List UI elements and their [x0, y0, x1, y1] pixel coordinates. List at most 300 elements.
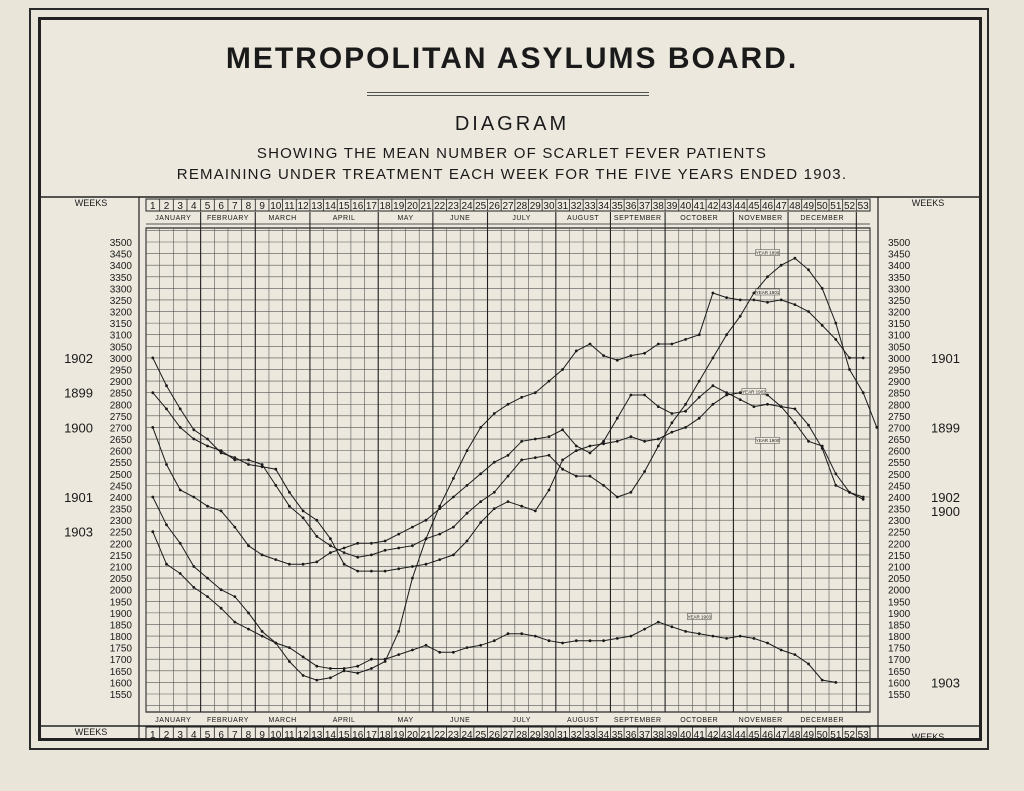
data-point	[179, 572, 182, 575]
week-number-bottom: 4	[191, 730, 197, 741]
series-line	[153, 293, 863, 680]
data-point	[794, 257, 797, 260]
data-point	[561, 368, 564, 371]
y-tick-right: 1850	[888, 620, 911, 632]
month-label-top: JANUARY	[155, 215, 192, 222]
data-point	[548, 639, 551, 642]
data-point	[274, 642, 277, 645]
y-tick-left: 1650	[109, 666, 132, 678]
data-point	[179, 489, 182, 492]
y-tick-right: 1650	[888, 666, 911, 678]
week-number-bottom: 8	[245, 730, 252, 741]
data-point	[466, 449, 469, 452]
week-number-bottom: 22	[434, 730, 446, 741]
data-point	[493, 507, 496, 510]
data-point	[288, 491, 291, 494]
y-tick-right: 2300	[888, 516, 911, 528]
month-label-top: JUNE	[450, 215, 471, 222]
y-tick-right: 3400	[888, 261, 911, 273]
start-year-label: 1901	[64, 489, 93, 505]
data-point	[302, 656, 305, 659]
month-label-top: SEPTEMBER	[613, 215, 662, 222]
data-point	[657, 343, 660, 346]
data-point	[179, 426, 182, 429]
data-point	[643, 394, 646, 397]
data-point	[343, 551, 346, 554]
data-point	[616, 440, 619, 443]
week-number-bottom: 39	[666, 730, 678, 741]
data-point	[739, 315, 742, 318]
data-point	[179, 542, 182, 545]
data-point	[479, 472, 482, 475]
data-point	[684, 630, 687, 633]
data-point	[466, 540, 469, 543]
data-point	[698, 417, 701, 420]
series-label: YEAR 1900	[755, 438, 780, 444]
data-point	[657, 405, 660, 408]
data-point	[794, 303, 797, 306]
data-point	[616, 359, 619, 362]
y-tick-right: 2750	[888, 411, 911, 423]
month-label-bottom: DECEMBER	[800, 717, 845, 724]
data-point	[821, 679, 824, 682]
data-point	[561, 468, 564, 471]
data-point	[575, 449, 578, 452]
week-number-top: 37	[639, 201, 651, 212]
month-label-bottom: SEPTEMBER	[613, 717, 662, 724]
data-point	[302, 510, 305, 513]
data-point	[589, 639, 592, 642]
week-number-top: 52	[843, 201, 856, 212]
top-month-labels	[146, 215, 870, 224]
data-point	[520, 632, 523, 635]
y-tick-left: 1950	[109, 597, 132, 609]
data-point	[671, 625, 674, 628]
week-number-top: 3	[177, 201, 183, 212]
data-point	[630, 435, 633, 438]
data-point	[411, 565, 414, 568]
week-number-top: 21	[420, 201, 432, 212]
data-point	[220, 588, 223, 591]
y-tick-right: 2200	[888, 539, 911, 551]
week-number-top: 40	[680, 201, 692, 212]
week-number-top: 38	[652, 201, 664, 212]
data-point	[206, 505, 209, 508]
data-point	[192, 428, 195, 431]
y-tick-left: 2700	[109, 423, 132, 435]
y-tick-right: 2050	[888, 574, 911, 586]
data-point	[739, 635, 742, 638]
start-year-label: 1899	[64, 385, 93, 401]
month-label-bottom: JULY	[512, 717, 531, 724]
data-point	[766, 301, 769, 304]
month-label-bottom: FEBRUARY	[206, 717, 249, 724]
data-point	[671, 431, 674, 434]
data-point	[807, 310, 810, 313]
data-point	[643, 352, 646, 355]
weeks-label-top-right: WEEKS	[911, 198, 945, 208]
y-tick-right: 3050	[888, 342, 911, 354]
data-point	[247, 463, 250, 466]
data-point	[233, 456, 236, 459]
week-number-bottom: 51	[830, 730, 842, 741]
y-tick-right: 1950	[888, 597, 911, 609]
data-point	[151, 496, 154, 499]
week-number-bottom: 14	[324, 730, 336, 741]
end-year-label: 1900	[931, 503, 960, 519]
data-point	[220, 452, 223, 455]
month-label-bottom: AUGUST	[567, 717, 600, 724]
data-point	[698, 333, 701, 336]
y-tick-right: 2350	[888, 504, 911, 516]
week-number-bottom: 44	[734, 730, 746, 741]
data-point	[220, 607, 223, 610]
data-point	[807, 268, 810, 271]
plot-area-border	[146, 228, 870, 712]
week-number-top: 41	[693, 201, 705, 212]
data-point	[329, 551, 332, 554]
data-point	[384, 540, 387, 543]
month-label-bottom: MAY	[397, 717, 414, 724]
data-point	[261, 554, 264, 557]
month-label-bottom: OCTOBER	[680, 717, 719, 724]
month-label-top: MARCH	[268, 215, 297, 222]
data-point	[534, 391, 537, 394]
data-point	[794, 408, 797, 411]
data-point	[165, 384, 168, 387]
month-label-bottom: APRIL	[332, 717, 356, 724]
week-number-top: 30	[543, 201, 555, 212]
data-point	[821, 287, 824, 290]
y-tick-right: 3000	[888, 353, 911, 365]
y-tick-left: 3500	[109, 238, 132, 249]
data-point	[616, 417, 619, 420]
week-number-top: 32	[570, 201, 582, 212]
data-point	[438, 651, 441, 654]
data-point	[507, 403, 510, 406]
data-point	[834, 338, 837, 341]
data-point	[493, 461, 496, 464]
week-number-bottom: 21	[420, 730, 432, 741]
data-point	[343, 563, 346, 566]
y-tick-left: 2600	[109, 446, 132, 458]
data-point	[780, 264, 783, 267]
y-tick-left: 1600	[109, 678, 132, 690]
data-point	[534, 635, 537, 638]
month-label-top: OCTOBER	[680, 215, 719, 222]
week-number-bottom: 12	[297, 730, 309, 741]
y-tick-right: 1800	[888, 632, 911, 644]
data-point	[452, 477, 455, 480]
week-number-top: 6	[218, 201, 224, 212]
y-tick-right: 2700	[888, 423, 911, 435]
data-point	[712, 403, 715, 406]
start-year-label: 1900	[64, 420, 93, 436]
y-tick-left: 3450	[109, 249, 132, 261]
y-tick-right: 2150	[888, 550, 911, 562]
week-number-bottom: 10	[270, 730, 282, 741]
y-tick-left: 2350	[109, 504, 132, 516]
month-label-bottom: NOVEMBER	[738, 717, 783, 724]
y-tick-left: 2000	[109, 585, 132, 597]
week-number-top: 7	[232, 201, 238, 212]
data-point	[834, 322, 837, 325]
data-point	[384, 658, 387, 661]
y-tick-left: 3150	[109, 319, 132, 331]
data-point	[206, 577, 209, 580]
week-number-top: 10	[270, 201, 282, 212]
y-tick-left: 3100	[109, 330, 132, 342]
y-tick-right: 1600	[888, 678, 911, 690]
data-point	[520, 396, 523, 399]
data-point	[725, 296, 728, 299]
week-number-top: 19	[393, 201, 405, 212]
data-point	[698, 632, 701, 635]
week-number-top: 22	[434, 201, 446, 212]
week-number-top: 12	[297, 201, 309, 212]
data-point	[179, 408, 182, 411]
y-tick-left: 2450	[109, 481, 132, 493]
data-point	[875, 426, 878, 429]
week-number-top: 33	[584, 201, 596, 212]
data-point	[411, 544, 414, 547]
data-point	[247, 612, 250, 615]
week-number-bottom: 3	[177, 730, 183, 741]
y-tick-right: 2450	[888, 481, 911, 493]
week-number-top: 1	[150, 201, 156, 212]
data-point	[247, 544, 250, 547]
week-number-bottom: 32	[570, 730, 582, 741]
week-number-top: 25	[475, 201, 487, 212]
week-number-bottom: 19	[393, 730, 405, 741]
data-point	[753, 637, 756, 640]
y-tick-left: 2150	[109, 550, 132, 562]
week-number-bottom: 52	[843, 730, 856, 741]
left-y-axis-ticks	[110, 238, 133, 701]
data-point	[780, 299, 783, 302]
week-number-bottom: 29	[529, 730, 541, 741]
week-number-top: 46	[761, 201, 774, 212]
data-point	[725, 333, 728, 336]
end-year-label: 1899	[931, 420, 960, 436]
week-number-top: 47	[775, 201, 787, 212]
week-number-bottom: 5	[204, 730, 211, 741]
week-number-bottom: 35	[611, 730, 623, 741]
data-point	[643, 628, 646, 631]
data-point	[288, 646, 291, 649]
data-point	[561, 459, 564, 462]
week-number-top: 53	[857, 201, 869, 212]
week-number-bottom: 43	[721, 730, 733, 741]
week-number-bottom: 50	[816, 730, 828, 741]
data-point	[151, 426, 154, 429]
week-number-top: 27	[502, 201, 514, 212]
month-label-bottom: JUNE	[450, 717, 471, 724]
y-tick-right: 2500	[888, 469, 911, 481]
y-tick-right: 3100	[888, 330, 911, 342]
week-number-top: 5	[204, 201, 211, 212]
month-label-top: AUGUST	[567, 215, 600, 222]
data-point	[821, 445, 824, 448]
data-point	[274, 558, 277, 561]
week-number-bottom: 38	[652, 730, 664, 741]
week-number-bottom: 37	[639, 730, 651, 741]
week-number-top: 48	[789, 201, 801, 212]
y-tick-left: 1800	[109, 632, 132, 644]
data-point	[425, 563, 428, 566]
data-point	[247, 459, 250, 462]
data-point	[370, 570, 373, 573]
y-tick-right: 2100	[888, 562, 911, 574]
data-point	[370, 542, 373, 545]
data-point	[780, 649, 783, 652]
week-number-top: 39	[666, 201, 678, 212]
data-point	[329, 667, 332, 670]
y-tick-left: 2200	[109, 539, 132, 551]
data-point	[356, 665, 359, 668]
y-tick-left: 2950	[109, 365, 132, 377]
week-number-top: 43	[721, 201, 733, 212]
data-point	[602, 354, 605, 357]
week-number-bottom: 11	[284, 730, 295, 741]
month-label-top: JULY	[512, 215, 531, 222]
week-number-bottom: 41	[693, 730, 705, 741]
data-point	[397, 567, 400, 570]
data-point	[329, 676, 332, 679]
y-tick-right: 1700	[888, 655, 911, 667]
data-point	[493, 639, 496, 642]
data-point	[192, 565, 195, 568]
month-label-top: FEBRUARY	[206, 215, 249, 222]
week-number-top: 35	[611, 201, 623, 212]
y-tick-left: 2900	[109, 377, 132, 389]
week-number-bottom: 13	[311, 730, 323, 741]
data-point	[766, 394, 769, 397]
week-number-top: 13	[311, 201, 323, 212]
week-number-bottom: 27	[502, 730, 514, 741]
data-point	[575, 475, 578, 478]
data-point	[165, 463, 168, 466]
week-number-top: 49	[802, 201, 815, 212]
data-point	[356, 556, 359, 559]
data-point	[589, 452, 592, 455]
data-point	[616, 496, 619, 499]
week-number-top: 23	[447, 201, 459, 212]
y-tick-left: 3300	[109, 284, 132, 296]
y-tick-right: 3150	[888, 319, 911, 331]
y-tick-left: 1550	[109, 690, 132, 701]
data-point	[766, 403, 769, 406]
data-point	[862, 391, 865, 394]
week-number-bottom: 18	[379, 730, 391, 741]
month-label-top: APRIL	[332, 215, 356, 222]
data-point	[302, 674, 305, 677]
chart-description-line2: REMAINING UNDER TREATMENT EACH WEEK FOR THE FIVE YEARS ENDED 1903.	[176, 166, 848, 183]
data-point	[370, 658, 373, 661]
week-number-top: 15	[338, 201, 350, 212]
data-point	[493, 491, 496, 494]
data-point	[288, 563, 291, 566]
week-number-top: 29	[529, 201, 541, 212]
week-number-top: 34	[598, 201, 610, 212]
data-point	[192, 496, 195, 499]
y-tick-left: 2650	[109, 435, 132, 447]
data-point	[479, 521, 482, 524]
bottom-month-labels	[155, 717, 844, 724]
week-number-bottom: 33	[584, 730, 596, 741]
y-tick-left: 2100	[109, 562, 132, 574]
week-number-bottom: 7	[232, 730, 238, 741]
data-point	[780, 405, 783, 408]
data-point	[411, 526, 414, 529]
y-tick-right: 1900	[888, 608, 911, 620]
data-point	[452, 496, 455, 499]
series-label: YEAR 1899	[755, 250, 780, 256]
data-point	[807, 424, 810, 427]
data-point	[206, 595, 209, 598]
chart-description-line1: SHOWING THE MEAN NUMBER OF SCARLET FEVER PATIENTS	[256, 145, 768, 162]
data-point	[548, 489, 551, 492]
week-number-bottom: 9	[259, 730, 265, 741]
week-number-bottom: 36	[625, 730, 637, 741]
data-point	[233, 526, 236, 529]
y-tick-right: 2550	[888, 458, 911, 470]
week-number-top: 51	[830, 201, 842, 212]
week-number-bottom: 1	[150, 730, 156, 741]
data-point	[766, 642, 769, 645]
data-point	[712, 292, 715, 295]
month-label-top: MAY	[397, 215, 414, 222]
left-year-labels	[64, 351, 93, 540]
y-tick-right: 2650	[888, 435, 911, 447]
end-year-label: 1903	[931, 675, 960, 691]
data-point	[643, 440, 646, 443]
y-tick-right: 3200	[888, 307, 911, 319]
data-point	[206, 445, 209, 448]
y-tick-right: 2950	[888, 365, 911, 377]
data-point	[397, 653, 400, 656]
data-point	[671, 343, 674, 346]
data-point	[630, 491, 633, 494]
weeks-label-top-left: WEEKS	[74, 198, 108, 208]
data-point	[384, 570, 387, 573]
data-point	[165, 523, 168, 526]
data-point	[561, 428, 564, 431]
data-point	[261, 630, 264, 633]
week-number-top: 20	[406, 201, 418, 212]
y-tick-left: 1700	[109, 655, 132, 667]
right-y-axis-ticks	[888, 238, 911, 701]
data-point	[739, 398, 742, 401]
data-point	[288, 505, 291, 508]
y-tick-left: 3400	[109, 261, 132, 273]
data-point	[671, 421, 674, 424]
data-point	[384, 549, 387, 552]
y-tick-left: 2250	[109, 527, 132, 539]
data-point	[438, 533, 441, 536]
data-point	[206, 438, 209, 441]
y-tick-right: 3500	[888, 238, 911, 249]
data-point	[725, 391, 728, 394]
week-number-top: 16	[352, 201, 364, 212]
data-point	[589, 475, 592, 478]
data-point	[862, 498, 865, 501]
data-point	[397, 547, 400, 550]
data-point	[630, 354, 633, 357]
week-number-bottom: 48	[789, 730, 801, 741]
week-number-bottom: 6	[218, 730, 224, 741]
data-point	[507, 500, 510, 503]
